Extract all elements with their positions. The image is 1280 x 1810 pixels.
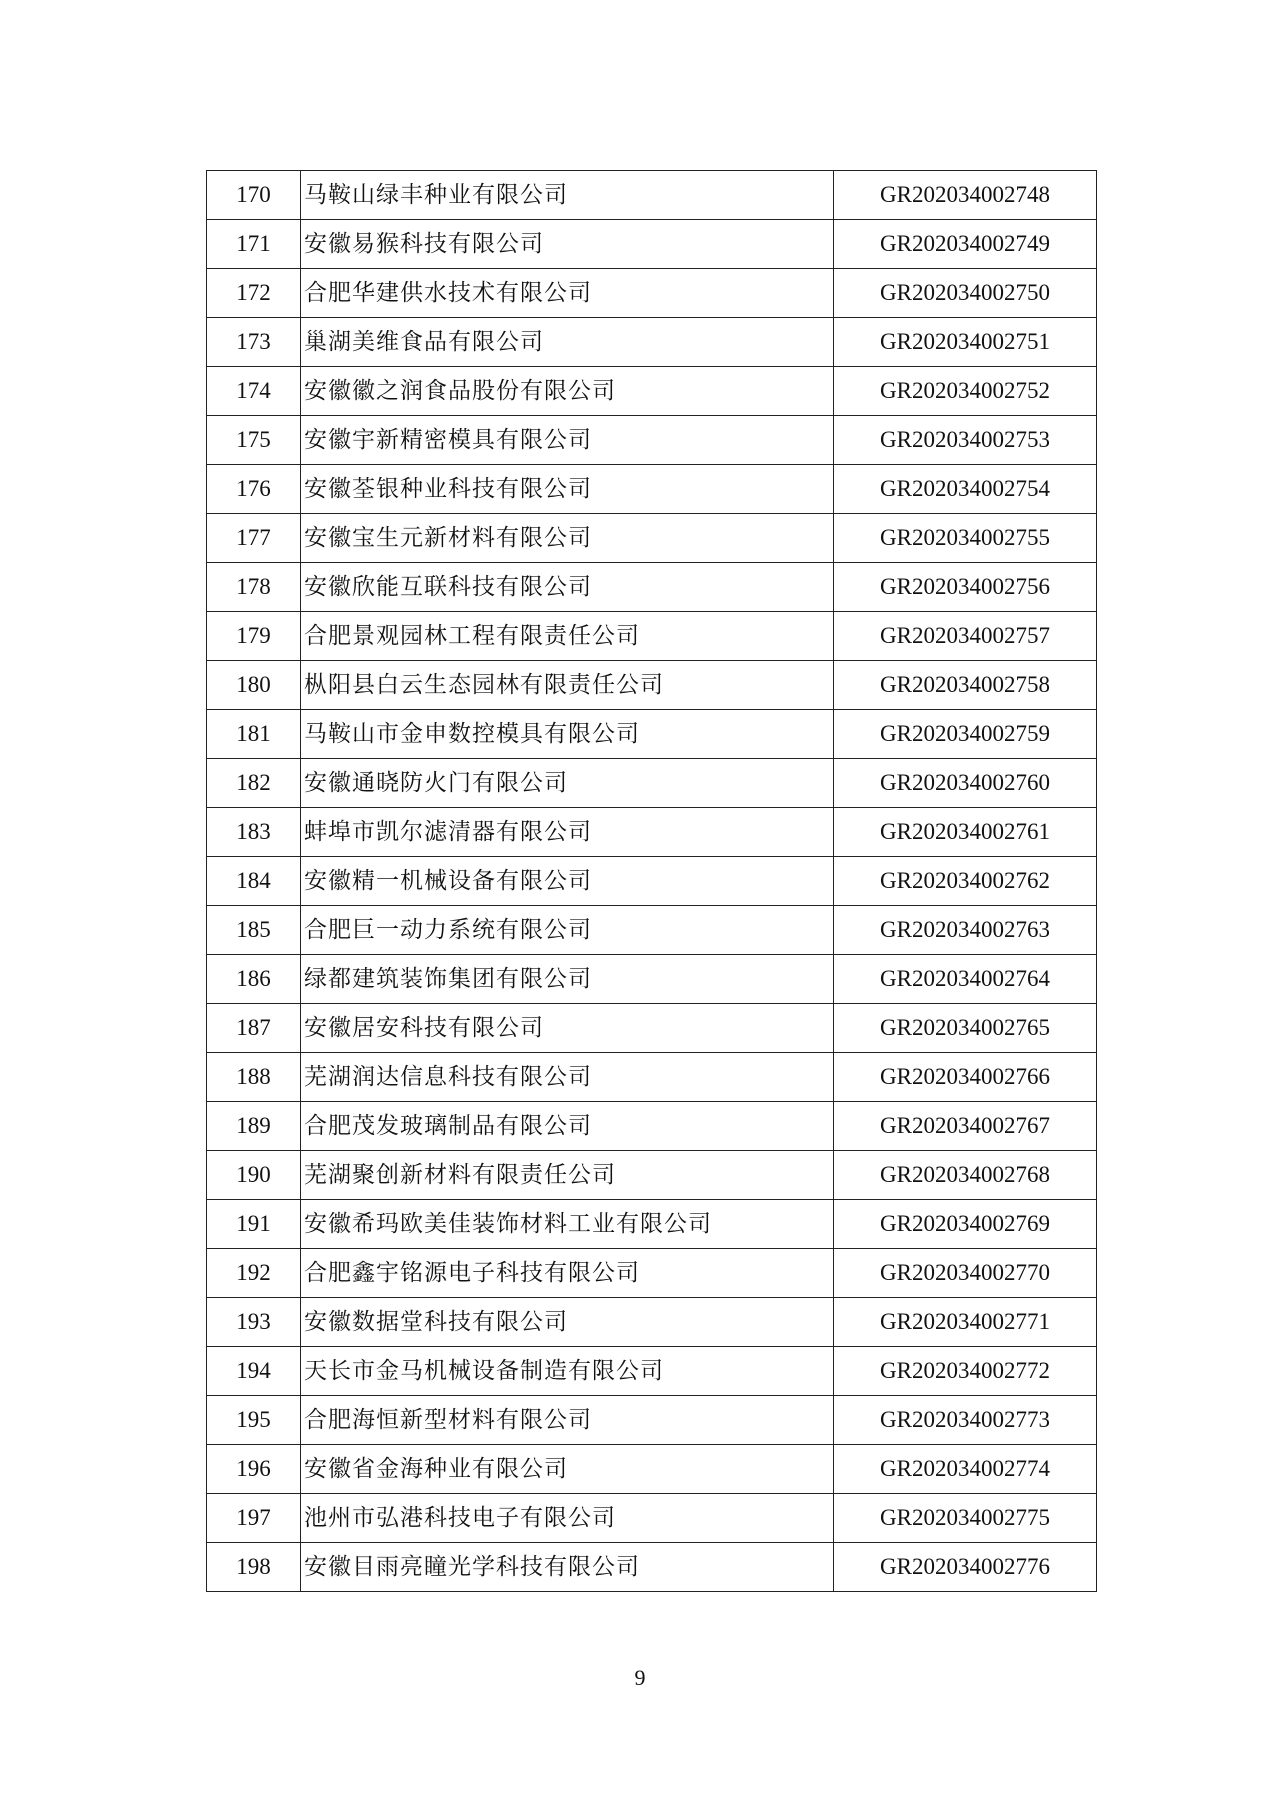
table-row (207, 318, 1097, 367)
company-name: 池州市弘港科技电子有限公司 (301, 1494, 834, 1543)
row-number: 190 (207, 1151, 301, 1200)
table-row (207, 563, 1097, 612)
row-number: 183 (207, 808, 301, 857)
company-name: 芜湖聚创新材料有限责任公司 (301, 1151, 834, 1200)
row-number: 188 (207, 1053, 301, 1102)
table-row (207, 1102, 1097, 1151)
certificate-number: GR202034002765 (834, 1004, 1097, 1053)
table-row (207, 171, 1097, 220)
certificate-number: GR202034002772 (834, 1347, 1097, 1396)
table-row (207, 465, 1097, 514)
certificate-number: GR202034002752 (834, 367, 1097, 416)
certificate-table (206, 170, 1097, 1592)
row-number: 195 (207, 1396, 301, 1445)
company-name: 安徽欣能互联科技有限公司 (301, 563, 834, 612)
row-number: 170 (207, 171, 301, 220)
certificate-number: GR202034002770 (834, 1249, 1097, 1298)
certificate-number: GR202034002751 (834, 318, 1097, 367)
table-row (207, 808, 1097, 857)
company-name: 合肥华建供水技术有限公司 (301, 269, 834, 318)
company-name: 安徽荃银种业科技有限公司 (301, 465, 834, 514)
row-number: 179 (207, 612, 301, 661)
table-row (207, 514, 1097, 563)
company-name: 安徽省金海种业有限公司 (301, 1445, 834, 1494)
company-name: 安徽希玛欧美佳装饰材料工业有限公司 (301, 1200, 834, 1249)
company-name: 安徽居安科技有限公司 (301, 1004, 834, 1053)
company-name: 合肥茂发玻璃制品有限公司 (301, 1102, 834, 1151)
company-name: 绿都建筑装饰集团有限公司 (301, 955, 834, 1004)
certificate-number: GR202034002776 (834, 1543, 1097, 1592)
table-row (207, 1053, 1097, 1102)
row-number: 181 (207, 710, 301, 759)
company-name: 安徽宝生元新材料有限公司 (301, 514, 834, 563)
row-number: 175 (207, 416, 301, 465)
company-name: 巢湖美维食品有限公司 (301, 318, 834, 367)
table-row (207, 1200, 1097, 1249)
table-row (207, 1249, 1097, 1298)
certificate-number: GR202034002766 (834, 1053, 1097, 1102)
row-number: 193 (207, 1298, 301, 1347)
company-name: 安徽数据堂科技有限公司 (301, 1298, 834, 1347)
table-row (207, 1396, 1097, 1445)
certificate-number: GR202034002750 (834, 269, 1097, 318)
row-number: 185 (207, 906, 301, 955)
table-row (207, 759, 1097, 808)
certificate-number: GR202034002754 (834, 465, 1097, 514)
company-name: 合肥巨一动力系统有限公司 (301, 906, 834, 955)
row-number: 189 (207, 1102, 301, 1151)
table-row (207, 220, 1097, 269)
certificate-number: GR202034002775 (834, 1494, 1097, 1543)
row-number: 198 (207, 1543, 301, 1592)
company-name: 安徽通晓防火门有限公司 (301, 759, 834, 808)
certificate-number: GR202034002768 (834, 1151, 1097, 1200)
table-row (207, 1494, 1097, 1543)
certificate-number: GR202034002759 (834, 710, 1097, 759)
table-row (207, 1543, 1097, 1592)
company-name: 枞阳县白云生态园林有限责任公司 (301, 661, 834, 710)
certificate-number: GR202034002753 (834, 416, 1097, 465)
company-name: 马鞍山绿丰种业有限公司 (301, 171, 834, 220)
table-row (207, 269, 1097, 318)
certificate-number: GR202034002762 (834, 857, 1097, 906)
row-number: 177 (207, 514, 301, 563)
row-number: 178 (207, 563, 301, 612)
row-number: 194 (207, 1347, 301, 1396)
company-name: 安徽精一机械设备有限公司 (301, 857, 834, 906)
certificate-number: GR202034002763 (834, 906, 1097, 955)
row-number: 172 (207, 269, 301, 318)
table-row (207, 1004, 1097, 1053)
certificate-number: GR202034002748 (834, 171, 1097, 220)
row-number: 187 (207, 1004, 301, 1053)
row-number: 180 (207, 661, 301, 710)
certificate-number: GR202034002767 (834, 1102, 1097, 1151)
row-number: 192 (207, 1249, 301, 1298)
certificate-number: GR202034002755 (834, 514, 1097, 563)
table-row (207, 1298, 1097, 1347)
company-name: 安徽目雨亮瞳光学科技有限公司 (301, 1543, 834, 1592)
company-name: 马鞍山市金申数控模具有限公司 (301, 710, 834, 759)
company-name: 芜湖润达信息科技有限公司 (301, 1053, 834, 1102)
row-number: 171 (207, 220, 301, 269)
company-name: 合肥鑫宇铭源电子科技有限公司 (301, 1249, 834, 1298)
certificate-number: GR202034002758 (834, 661, 1097, 710)
certificate-number: GR202034002761 (834, 808, 1097, 857)
certificate-number: GR202034002771 (834, 1298, 1097, 1347)
table-row (207, 367, 1097, 416)
table-row (207, 710, 1097, 759)
certificate-number: GR202034002756 (834, 563, 1097, 612)
table-body (207, 171, 1097, 1592)
row-number: 186 (207, 955, 301, 1004)
row-number: 197 (207, 1494, 301, 1543)
row-number: 176 (207, 465, 301, 514)
company-name: 蚌埠市凯尔滤清器有限公司 (301, 808, 834, 857)
certificate-number: GR202034002749 (834, 220, 1097, 269)
certificate-number: GR202034002773 (834, 1396, 1097, 1445)
certificate-number: GR202034002760 (834, 759, 1097, 808)
certificate-number: GR202034002764 (834, 955, 1097, 1004)
table-row (207, 1347, 1097, 1396)
row-number: 173 (207, 318, 301, 367)
row-number: 184 (207, 857, 301, 906)
table-row (207, 416, 1097, 465)
table-row (207, 612, 1097, 661)
company-name: 合肥海恒新型材料有限公司 (301, 1396, 834, 1445)
table-row (207, 906, 1097, 955)
company-name: 天长市金马机械设备制造有限公司 (301, 1347, 834, 1396)
certificate-number: GR202034002757 (834, 612, 1097, 661)
row-number: 191 (207, 1200, 301, 1249)
row-number: 196 (207, 1445, 301, 1494)
company-name: 安徽徽之润食品股份有限公司 (301, 367, 834, 416)
table-row (207, 1151, 1097, 1200)
page-number: 9 (634, 1665, 646, 1690)
table-row (207, 857, 1097, 906)
company-name: 安徽易猴科技有限公司 (301, 220, 834, 269)
table-row (207, 661, 1097, 710)
company-name: 合肥景观园林工程有限责任公司 (301, 612, 834, 661)
certificate-number: GR202034002774 (834, 1445, 1097, 1494)
certificate-number: GR202034002769 (834, 1200, 1097, 1249)
company-name: 安徽宇新精密模具有限公司 (301, 416, 834, 465)
table-row (207, 1445, 1097, 1494)
table-row (207, 955, 1097, 1004)
row-number: 182 (207, 759, 301, 808)
row-number: 174 (207, 367, 301, 416)
